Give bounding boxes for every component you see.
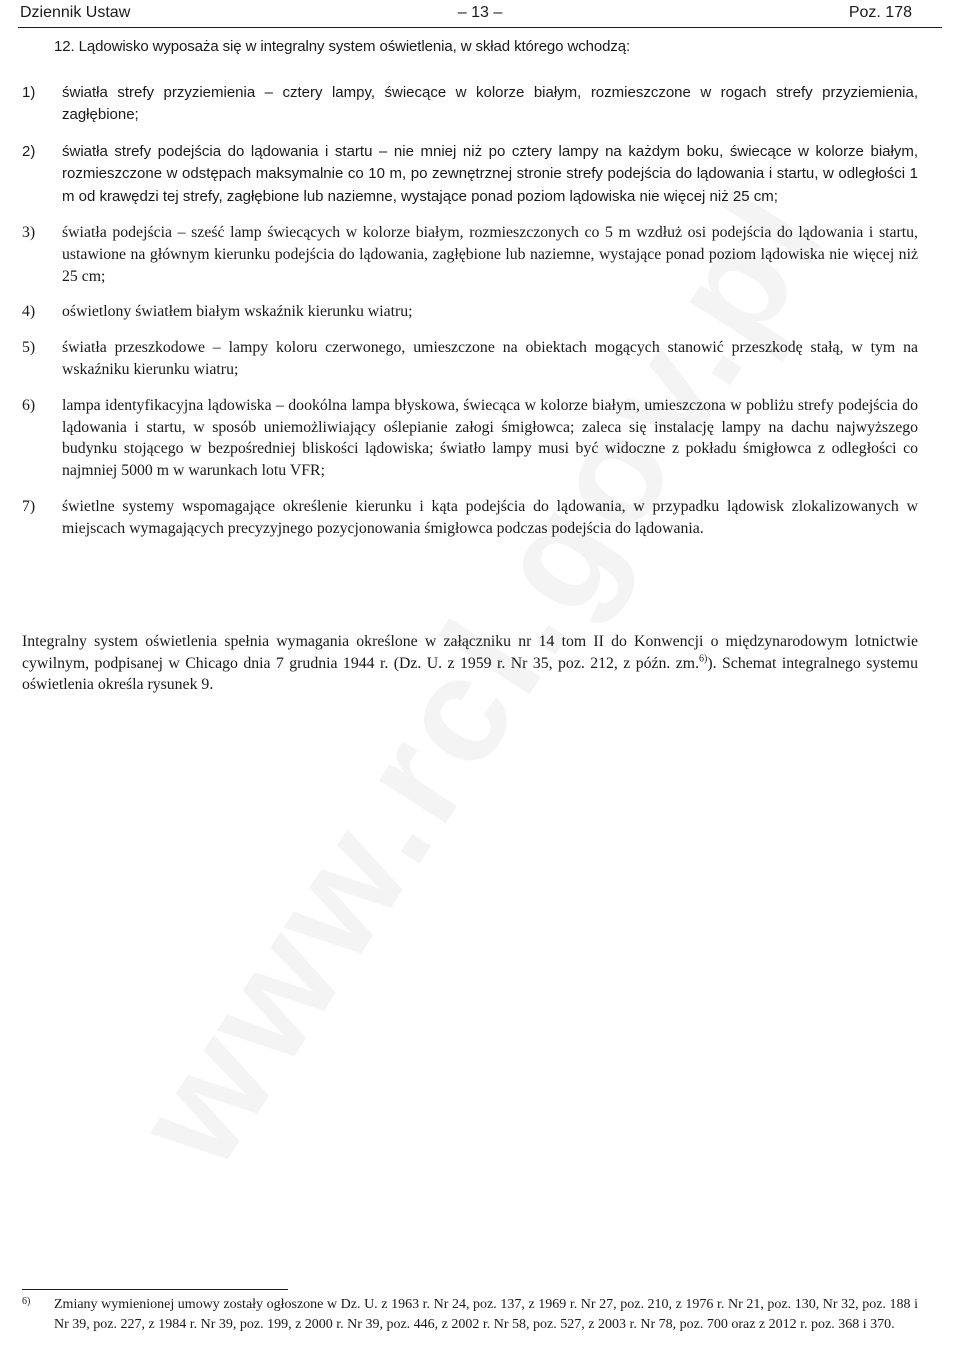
- list-item-number: 3): [22, 224, 36, 242]
- list-item: [22, 395, 918, 482]
- list-item-number: 1): [22, 84, 36, 101]
- list-item-number: 6): [22, 396, 36, 414]
- list-item-text: światła strefy podejścia do lądowania i startu – nie mniej niż po cztery lampy na każdym boku, świecące w kolorze białym, rozmieszczone w odstępach maksymalnie co 10 m, po zewnętrznej stronie strefy podejścia do lądowania i startu, w odległości 1 m od krawędzi tej strefy, zagłębione lub naziemne, wystające ponad poziom lądowiska nie więcej niż 25 cm;: [62, 142, 918, 205]
- footnote-divider: [22, 1289, 288, 1290]
- paragraph-text-end: ). Schemat integralnego systemu oświetlenia określa rysunek 9.: [22, 654, 918, 693]
- paragraph-text: Integralny system oświetlenia spełnia wymagania określone w załączniku nr 14 tom II do Konwencji o międzynarodowym lotnictwie cywilnym, podpisanej w Chicago dnia 7 grudnia 1944 r. (Dz. U. z 1959 r. Nr 35, poz. 212, z późn. zm.: [22, 633, 918, 672]
- list-item-text: światła podejścia – sześć lamp świecących w kolorze białym, rozmieszczonych co 5 m wzdłuż osi podejścia do lądowania i startu, ustawione na głównym kierunku podejścia do lądowania, zagłębione lub naziemne, wystające ponad poziom lądowiska nie więcej niż 25 cm;: [62, 224, 918, 285]
- list-item-number: 5): [22, 339, 36, 357]
- footnote-mark: 6): [22, 1296, 31, 1307]
- list-item: [22, 496, 918, 540]
- list-item: [22, 337, 918, 381]
- footnote-reference: 6): [699, 653, 708, 665]
- list-item: [22, 141, 918, 208]
- list-item-text: lampa identyfikacyjna lądowiska – dookólna lampa błyskowa, świecąca w kolorze białym, umieszczona w pobliżu strefy podejścia do lądowania i startu, w sposób uniemożliwiający oślepianie załogi śmigłowca; zaleca się instalację lampy na dachu najwyższego budynku stojącego w bezpośredniej bliskości lądowiska; światło lampy musi być widoczne z pokładu śmigłowca z odległości co najmniej 5000 m w warunkach lotu VFR;: [62, 396, 918, 480]
- list-item: [22, 301, 918, 323]
- page-number: – 13 –: [457, 4, 503, 21]
- footnote: [22, 1295, 918, 1334]
- list-item-number: 4): [22, 303, 36, 321]
- list-item-number: 7): [22, 498, 36, 515]
- header-divider: [18, 27, 942, 28]
- list-item-text: światła przeszkodowe – lampy koloru czerwonego, umieszczone na obiektach mogących stanowić przeszkodę stałą, w tym na wskaźniku kierunku wiatru;: [62, 339, 918, 379]
- journal-title: Dziennik Ustaw: [20, 4, 131, 21]
- lighting-list: [22, 82, 918, 554]
- list-item-number: 2): [22, 142, 36, 160]
- list-item-text: światła strefy przyziemienia – cztery lampy, świecące w kolorze białym, rozmieszczone w rogach strefy przyziemienia, zagłębione;: [62, 84, 918, 124]
- section-intro: 12. Lądowisko wyposaża się w integralny system oświetlenia, w skład którego wchodzą:: [54, 38, 631, 55]
- footnote-text: Zmiany wymienionej umowy zostały ogłoszone w Dz. U. z 1963 r. Nr 24, poz. 137, z 1969 r. Nr 27, poz. 210, z 1976 r. Nr 21, poz. 130, Nr 32, poz. 188 i Nr 39, poz. 227, z 1984 r. Nr 39, poz. 199, z 2000 r. Nr 39, poz. 446, z 2002 r. Nr 58, poz. 527, z 2003 r. Nr 78, poz. 700 oraz z 2012 r. poz. 368 i 370.: [54, 1297, 918, 1332]
- list-item-text: oświetlony światłem białym wskaźnik kierunku wiatru;: [62, 303, 413, 321]
- list-item-text: świetlne systemy wspomagające określenie kierunku i kąta podejścia do lądowania, w przypadku lądowisk zlokalizowanych w miejscach wymagających precyzyjnego pozycjonowania śmigłowca podczas podejścia do lądowania.: [62, 498, 918, 537]
- list-item: [22, 222, 918, 287]
- position-number: Poz. 178: [848, 4, 912, 21]
- page-header: [0, 0, 960, 26]
- list-item: [22, 82, 918, 127]
- body-paragraph: [22, 631, 918, 696]
